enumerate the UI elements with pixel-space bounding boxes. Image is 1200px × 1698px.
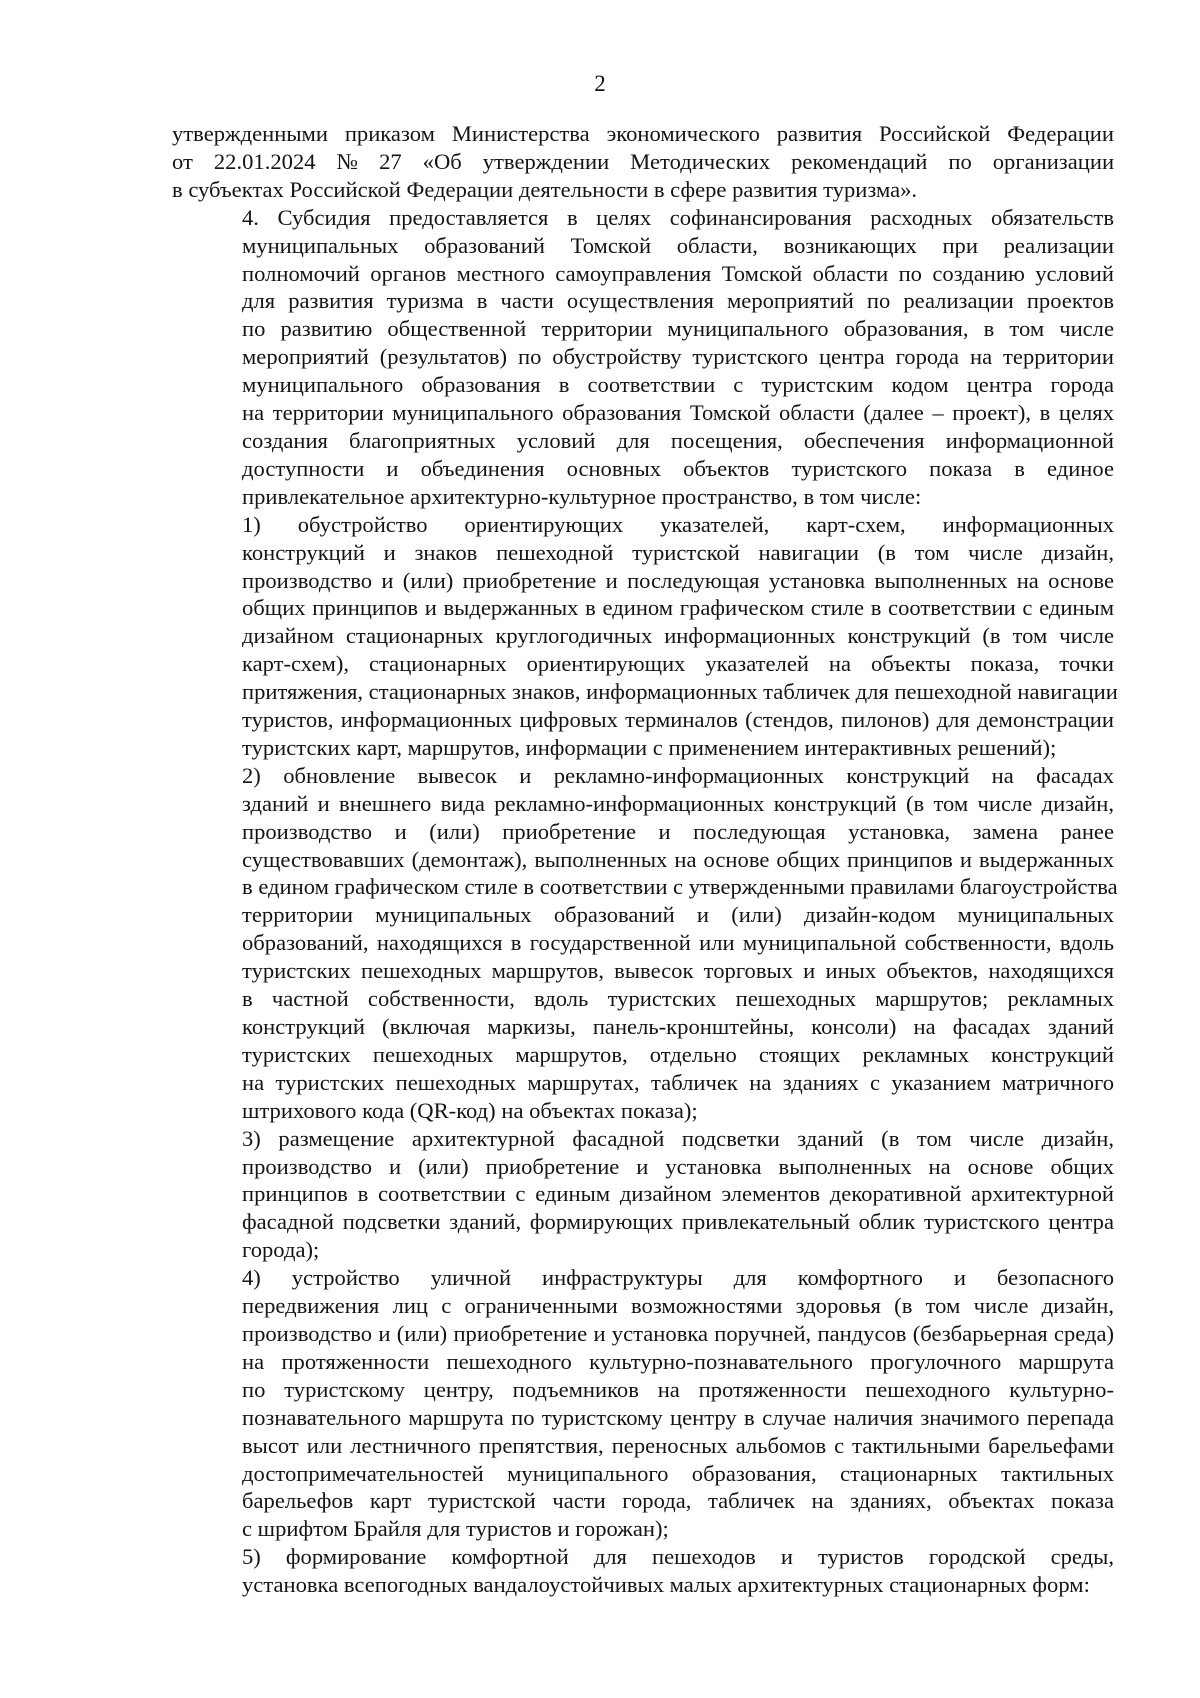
text-line: фасадной подсветки зданий, формирующих привлекательный облик туристского центра <box>242 1209 1114 1235</box>
paragraph-clause-4 <box>172 204 1114 511</box>
text-line: 2) обновление вывесок и рекламно-информационных конструкций на фасадах <box>242 762 1114 788</box>
text-line: принципов в соответствии с единым дизайном элементов декоративной архитектурной <box>242 1181 1115 1207</box>
text-line: 4. Субсидия предоставляется в целях софинансирования расходных обязательств <box>242 204 1114 230</box>
text-line: от 22.01.2024 № 27 «Об утверждении Методических рекомендаций по организации <box>172 148 1115 174</box>
text-line: достопримечательностей муниципального образования, стационарных тактильных <box>242 1460 1114 1486</box>
text-line: производство и (или) приобретение и установка выполненных на основе общих <box>242 1153 1115 1179</box>
text-line: передвижения лиц с ограниченными возможностями здоровья (в том числе дизайн, <box>242 1293 1114 1319</box>
paragraph-item-4 <box>172 1264 1114 1543</box>
text-line: туристов, информационных цифровых терминалов (стендов, пилонов) для демонстрации <box>242 707 1114 733</box>
text-line: утвержденными приказом Министерства экономического развития Российской Федерации <box>172 121 1114 146</box>
text-line: города); <box>242 1237 320 1263</box>
text-line: притяжения, стационарных знаков, информационных табличек для пешеходной навигации <box>242 679 1118 705</box>
text-line: существовавших (демонтаж), выполненных на основе общих принципов и выдержанных <box>242 846 1114 872</box>
text-line: доступности и объединения основных объектов туристского показа в единое <box>242 455 1114 481</box>
text-line: создания благоприятных условий для посещения, обеспечения информационной <box>242 427 1114 453</box>
text-line: по развитию общественной территории муниципального образования, в том числе <box>242 316 1114 342</box>
text-line: 5) формирование комфортной для пешеходов и туристов городской среды, <box>242 1544 1114 1570</box>
text-line: туристских пешеходных маршрутов, отдельно стоящих рекламных конструкций <box>242 1041 1114 1067</box>
text-line: в субъектах Российской Федерации деятельности в сфере развития туризма». <box>172 176 918 202</box>
text-line: полномочий органов местного самоуправления Томской области по созданию условий <box>242 260 1114 286</box>
text-line: конструкций и знаков пешеходной туристской навигации (в том числе дизайн, <box>242 539 1115 565</box>
text-line: территории муниципальных образований и (или) дизайн-кодом муниципальных <box>242 902 1115 928</box>
text-line: 4) устройство уличной инфраструктуры для комфортного и безопасного <box>242 1265 1114 1291</box>
text-line: производство и (или) приобретение и установка поручней, пандусов (безбарьерная среда) <box>242 1320 1115 1346</box>
text-line: карт-схем), стационарных ориентирующих указателей на объекты показа, точки <box>242 651 1114 677</box>
paragraph-item-5 <box>172 1543 1114 1599</box>
text-line: познавательного маршрута по туристскому центру в случае наличия значимого перепада <box>242 1404 1114 1430</box>
text-line: общих принципов и выдержанных в едином графическом стиле в соответствии с единым <box>242 595 1114 621</box>
text-line: туристских пешеходных маршрутов, вывесок торговых и иных объектов, находящихся <box>242 958 1114 984</box>
text-line: высот или лестничного препятствия, переносных альбомов с тактильными барельефами <box>242 1432 1115 1458</box>
text-line: с шрифтом Брайля для туристов и горожан); <box>242 1516 669 1542</box>
text-line: барельефов карт туристской части города, табличек на зданиях, объектах показа <box>242 1488 1114 1514</box>
text-line: на туристских пешеходных маршрутах, табличек на зданиях с указанием матричного <box>242 1069 1114 1095</box>
text-line: мероприятий (результатов) по обустройству туристского центра города на территории <box>242 344 1114 370</box>
page-number: 2 <box>594 71 606 96</box>
text-line: на протяженности пешеходного культурно-познавательного прогулочного маршрута <box>242 1348 1114 1374</box>
text-line: муниципальных образований Томской области, возникающих при реализации <box>242 232 1114 258</box>
text-line: 3) размещение архитектурной фасадной подсветки зданий (в том числе дизайн, <box>242 1125 1114 1151</box>
text-line: на территории муниципального образования Томской области (далее – проект), в целях <box>242 400 1114 426</box>
text-line: дизайном стационарных круглогодичных информационных конструкций (в том числе <box>242 623 1114 649</box>
text-line: производство и (или) приобретение и последующая установка выполненных на основе <box>242 567 1114 593</box>
document-body <box>172 120 1118 1599</box>
text-line: штрихового кода (QR-код) на объектах показа); <box>242 1097 698 1123</box>
paragraph-item-3 <box>172 1125 1114 1265</box>
text-line: образований, находящихся в государственной или муниципальной собственности, вдоль <box>242 930 1115 956</box>
text-line: производство и (или) приобретение и последующая установка, замена ранее <box>242 818 1114 844</box>
text-line: для развития туризма в части осуществления мероприятий по реализации проектов <box>242 288 1115 314</box>
paragraph-item-1 <box>172 511 1118 762</box>
text-line: 1) обустройство ориентирующих указателей, карт-схем, информационных <box>242 511 1114 537</box>
paragraph-continuation <box>172 120 1114 204</box>
text-line: туристских карт, маршрутов, информации с применением интерактивных решений); <box>242 734 1057 760</box>
text-line: муниципального образования в соответствии с туристским кодом центра города <box>242 372 1115 398</box>
text-line: в частной собственности, вдоль туристских пешеходных маршрутов; рекламных <box>242 986 1115 1012</box>
text-line: зданий и внешнего вида рекламно-информационных конструкций (в том числе дизайн, <box>242 790 1114 816</box>
text-line: в едином графическом стиле в соответствии с утвержденными правилами благоустройства <box>242 874 1118 900</box>
text-line: привлекательное архитектурно-культурное пространство, в том числе: <box>242 483 922 509</box>
text-line: конструкций (включая маркизы, панель-кронштейны, консоли) на фасадах зданий <box>242 1014 1115 1039</box>
paragraph-item-2 <box>172 762 1118 1125</box>
text-line: по туристскому центру, подъемников на протяженности пешеходного культурно- <box>242 1376 1114 1402</box>
text-line: установка всепогодных вандалоустойчивых малых архитектурных стационарных форм: <box>242 1572 1090 1598</box>
